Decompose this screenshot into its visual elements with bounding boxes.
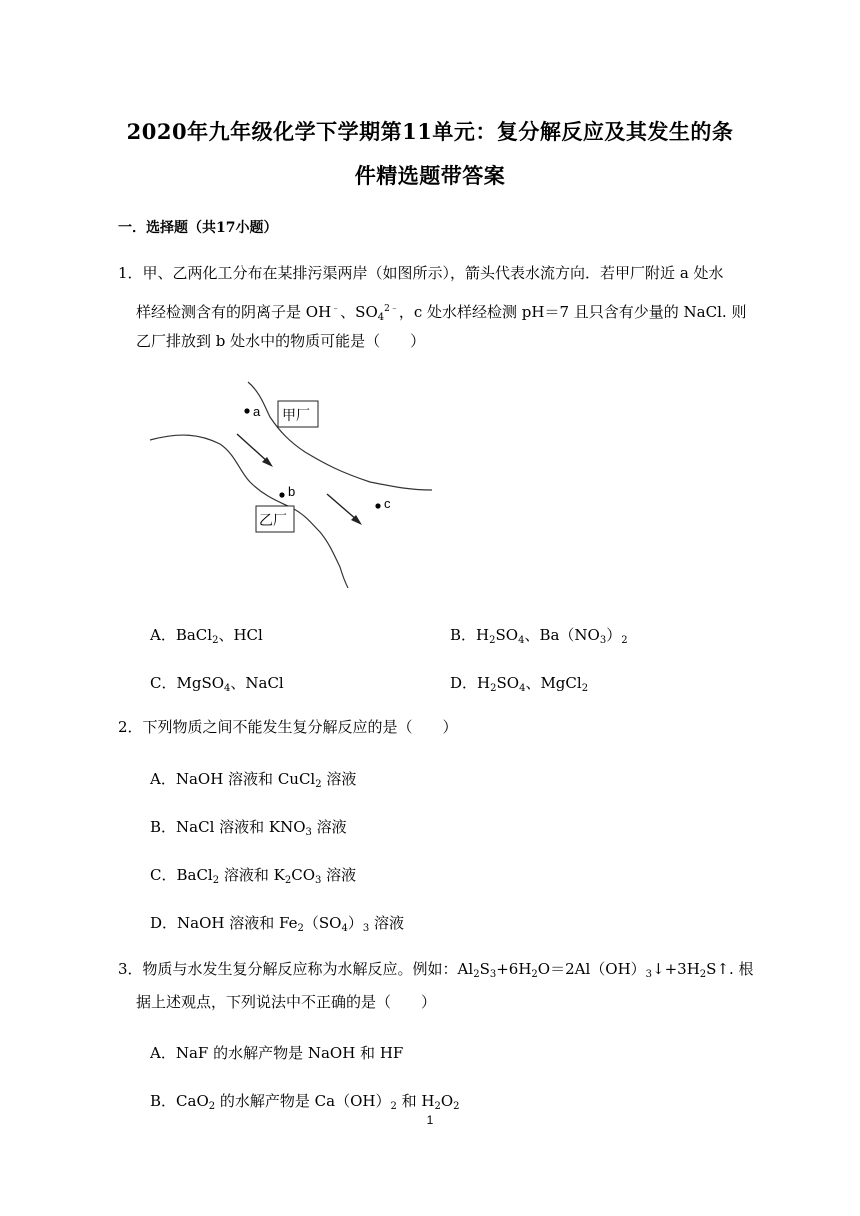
question-3-option-b: B．CaO$_2$ 的水解产物是 $Ca(OH)_2$ 和 $H_2O_2$ (150, 1092, 460, 1112)
document-title-line-1: 2020年九年级化学下学期第11单元：复分解反应及其发生的条 (126, 119, 734, 144)
question-1-line-1: 1．甲、乙两化工分布在某排污渠两岸（如图所示），箭头代表水流方向．若甲厂附近 a 处水 (118, 264, 724, 282)
flow-arrow-2-icon (327, 494, 362, 525)
question-2-option-d: D．NaOH 溶液和 $Fe_2(SO_4)_3$ 溶液 (150, 914, 404, 934)
question-2-option-c: C．BaCl$_2$ 溶液和 $K_2CO_3$ 溶液 (150, 866, 357, 886)
point-b-dot (279, 492, 284, 497)
factory-a-label: 甲厂 (282, 408, 310, 424)
question-1-option-a: A．BaCl$_2$、HCl (150, 626, 263, 646)
question-1-line-3: 乙厂排放到 b 处水中的物质可能是（ ） (136, 332, 426, 350)
point-c-label: c (384, 496, 391, 511)
flow-arrow-1-icon (237, 434, 273, 467)
question-2-option-a: A．NaOH 溶液和 CuCl$_2$ 溶液 (150, 770, 357, 790)
page-number: 1 (426, 1113, 434, 1127)
question-2-stem: 2．下列物质之间不能发生复分解反应的是（ ） (118, 718, 458, 736)
factory-b-label: 乙厂 (259, 513, 287, 529)
point-b-label: b (288, 484, 296, 499)
question-3-line-2: 据上述观点，下列说法中不正确的是（ ） (136, 993, 437, 1011)
question-1-line-2: 样经检测含有的阴离子是 OH﹣、$SO_4^{2﹣}$，c 处水样经检测 pH＝7 且只含有少量的 NaCl. 则 (136, 303, 747, 323)
question-1-option-d: D．$H_2SO_4$、MgCl$_2$ (450, 674, 589, 694)
point-a-dot (244, 408, 249, 413)
question-3-option-a: A．NaF 的水解产物是 NaOH 和 HF (150, 1044, 404, 1062)
point-c-dot (375, 503, 380, 508)
section-heading: 一．选择题（共17小题） (118, 220, 278, 236)
document-title-line-2: 件精选题带答案 (354, 163, 506, 188)
point-a-label: a (253, 404, 261, 419)
question-1-option-c: C．MgSO$_4$、NaCl (150, 674, 284, 694)
river-diagram (140, 372, 450, 597)
question-2-option-b: B．NaCl 溶液和 $KNO_3$ 溶液 (150, 818, 347, 838)
question-1-option-b: B．$H_2SO_4$、$Ba(NO_3)_2$ (450, 626, 628, 646)
question-3-line-1: 3．物质与水发生复分解反应称为水解反应。例如：$Al_2S_3+6H_2O=2Al(OH)_3↓+3H_2S↑$. 根 (118, 960, 754, 980)
